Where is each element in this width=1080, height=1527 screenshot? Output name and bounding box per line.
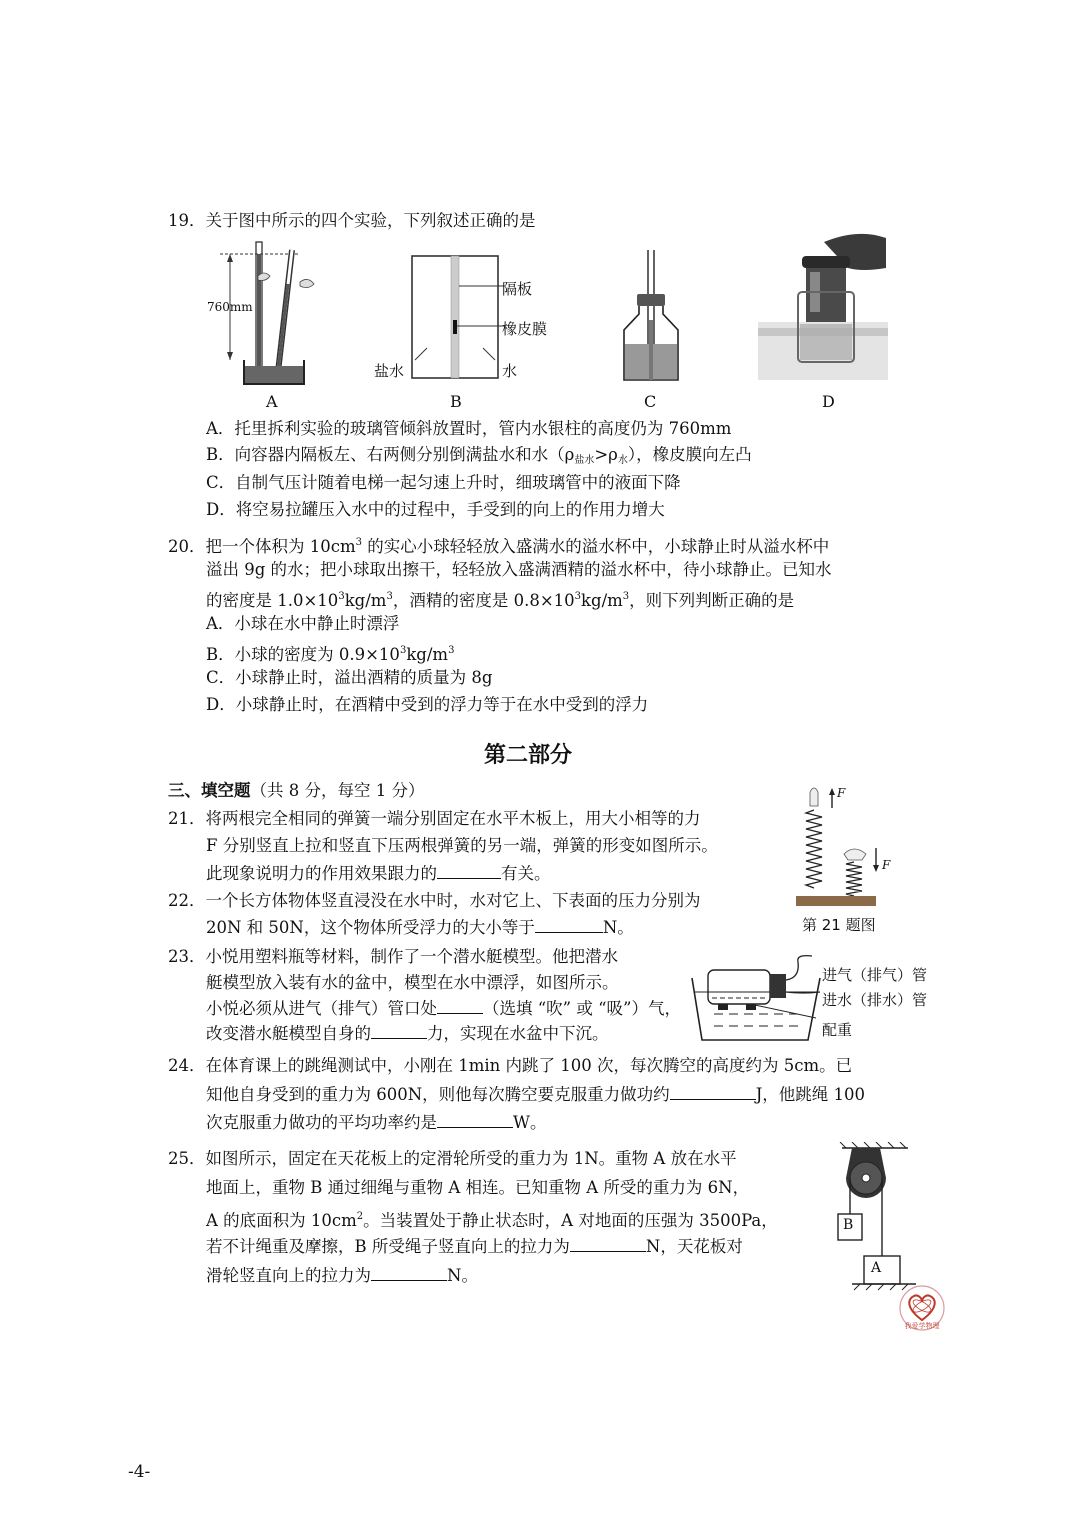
q24-line2: 知他自身受到的重力为 600N，则他每次腾空要克服重力做功约 J，他跳绳 100	[206, 1081, 865, 1108]
q20-option-d: D．小球静止时，在酒精中受到的浮力等于在水中受到的浮力	[206, 695, 649, 714]
q23-line4: 改变潜水艇模型自身的 力，实现在水盆中下沉。	[206, 1020, 609, 1047]
q24-answer-blank-1[interactable]	[670, 1081, 756, 1100]
q25-line1: 25．如图所示，固定在天花板上的定滑轮所受的重力为 1N。重物 A 放在水平	[168, 1149, 737, 1168]
q25-line5: 滑轮竖直向上的拉力为 N。	[206, 1262, 478, 1289]
fig19a-torricelli	[200, 240, 320, 390]
q24-line3: 次克服重力做功的平均功率约是 W。	[206, 1109, 546, 1136]
fig25-block-b-label: B	[843, 1217, 854, 1233]
q23-line2: 艇模型放入装有水的盆中，模型在水中漂浮，如图所示。	[206, 973, 619, 992]
q23-line1: 23．小悦用塑料瓶等材料，制作了一个潜水艇模型。他把潜水	[168, 947, 618, 966]
q25-line2: 地面上，重物 B 通过细绳与重物 A 相连。已知重物 A 所受的重力为 6N，	[206, 1178, 750, 1197]
fig19-label-a: A	[266, 392, 278, 411]
fig19-label-b: B	[450, 392, 462, 411]
fig19b-salt-label: 盐水	[374, 362, 405, 380]
q20-line1: 20．把一个体积为 $10cm^3$ 的实心小球轻轻放入盛满水的溢水杯中，小球静止时从溢水杯中	[168, 537, 830, 556]
page-number: -4-	[128, 1462, 151, 1482]
fig19c-barometer	[618, 250, 688, 386]
fig23-water-tube-label: 进水（排水）管	[822, 991, 928, 1009]
q20-line3: 的密度是 $1.0\times 10^3kg/m^3$，酒精的密度是 $0.8\times 10^3kg/m^3$，则下列判断正确的是	[206, 591, 795, 610]
q19-option-a: A．托里拆利实验的玻璃管倾斜放置时，管内水银柱的高度仍为 760mm	[206, 419, 732, 438]
q20-option-c: C．小球静止时，溢出酒精的质量为 8g	[206, 668, 493, 687]
q20-option-a: A．小球在水中静止时漂浮	[206, 614, 400, 633]
fig21-caption: 第 21 题图	[802, 916, 876, 934]
q23-answer-blank-2[interactable]	[371, 1020, 427, 1039]
fig19b-partition-label: 隔板	[502, 280, 533, 298]
q20-option-b: B．小球的密度为 $0.9\times 10^3kg/m^3$	[206, 645, 455, 664]
q20-line2: 溢出 9g 的水；把小球取出擦干，轻轻放入盛满酒精的溢水杯中，待小球静止。已知水	[206, 560, 832, 579]
fig23-air-tube-label: 进气（排气）管	[822, 966, 928, 984]
q19-option-d: D．将空易拉罐压入水中的过程中，手受到的向上的作用力增大	[206, 500, 665, 519]
q23-line3: 小悦必须从进气（排气）管口处 （选填 “吹” 或 “吸”）气，	[206, 995, 681, 1022]
fig23-weight-label: 配重	[822, 1021, 853, 1039]
q22-line1: 22．一个长方体物体竖直浸没在水中时，水对它上、下表面的压力分别为	[168, 891, 701, 910]
fig19-label-d: D	[822, 392, 835, 411]
q21-line1: 21．将两根完全相同的弹簧一端分别固定在水平木板上，用大小相等的力	[168, 809, 701, 828]
part2-title: 第二部分	[484, 743, 573, 768]
watermark-text: 我爱学物理	[904, 1322, 940, 1330]
watermark-logo-icon	[892, 1284, 952, 1334]
fig23-submarine-model	[690, 952, 826, 1046]
q24-line1: 24．在体育课上的跳绳测试中，小刚在 1min 内跳了 100 次，每次腾空的高度约为 5cm。已	[168, 1056, 853, 1075]
fig19-label-c: C	[644, 392, 657, 411]
fig21-force-down-label: F	[882, 858, 891, 872]
q25-answer-blank-1[interactable]	[570, 1233, 646, 1252]
q19-option-c: C．自制气压计随着电梯一起匀速上升时，细玻璃管中的液面下降	[206, 473, 681, 492]
fig19d-can-photo	[758, 232, 888, 380]
q21-answer-blank[interactable]	[437, 860, 501, 879]
fig19b-container	[405, 254, 505, 384]
q19-option-b: B．向容器内隔板左、右两侧分别倒满盐水和水$(\rho_{盐水}>\rho_水)$，橡皮膜向左凸	[206, 445, 752, 466]
q24-answer-blank-2[interactable]	[437, 1109, 513, 1128]
q23-answer-blank-1[interactable]	[437, 995, 483, 1014]
q22-answer-blank[interactable]	[535, 914, 603, 933]
fig19b-membrane-label: 橡皮膜	[502, 320, 548, 338]
q22-line2: 20N 和 50N，这个物体所受浮力的大小等于 N。	[206, 914, 634, 941]
q25-answer-blank-2[interactable]	[371, 1262, 447, 1281]
q21-line2: F 分别竖直上拉和竖直下压两根弹簧的另一端，弹簧的形变如图所示。	[206, 836, 718, 855]
fig19b-water-label: 水	[502, 362, 518, 380]
fig25-block-a-label: A	[871, 1260, 882, 1276]
q25-line3: A 的底面积为 $10cm^2$。当装置处于静止状态时，A 对地面的压强为 3500Pa，	[206, 1211, 778, 1230]
q25-line4: 若不计绳重及摩擦，B 所受绳子竖直向上的拉力为 N，天花板对	[206, 1233, 743, 1260]
q19-stem: 19．关于图中所示的四个实验，下列叙述正确的是	[168, 211, 536, 230]
section3-header: 三、填空题（共 8 分，每空 1 分）	[168, 781, 425, 800]
fig21-force-up-label: F	[837, 786, 846, 800]
fig19a-height-label: 760mm	[207, 300, 253, 314]
q21-line3: 此现象说明力的作用效果跟力的 有关。	[206, 860, 551, 887]
